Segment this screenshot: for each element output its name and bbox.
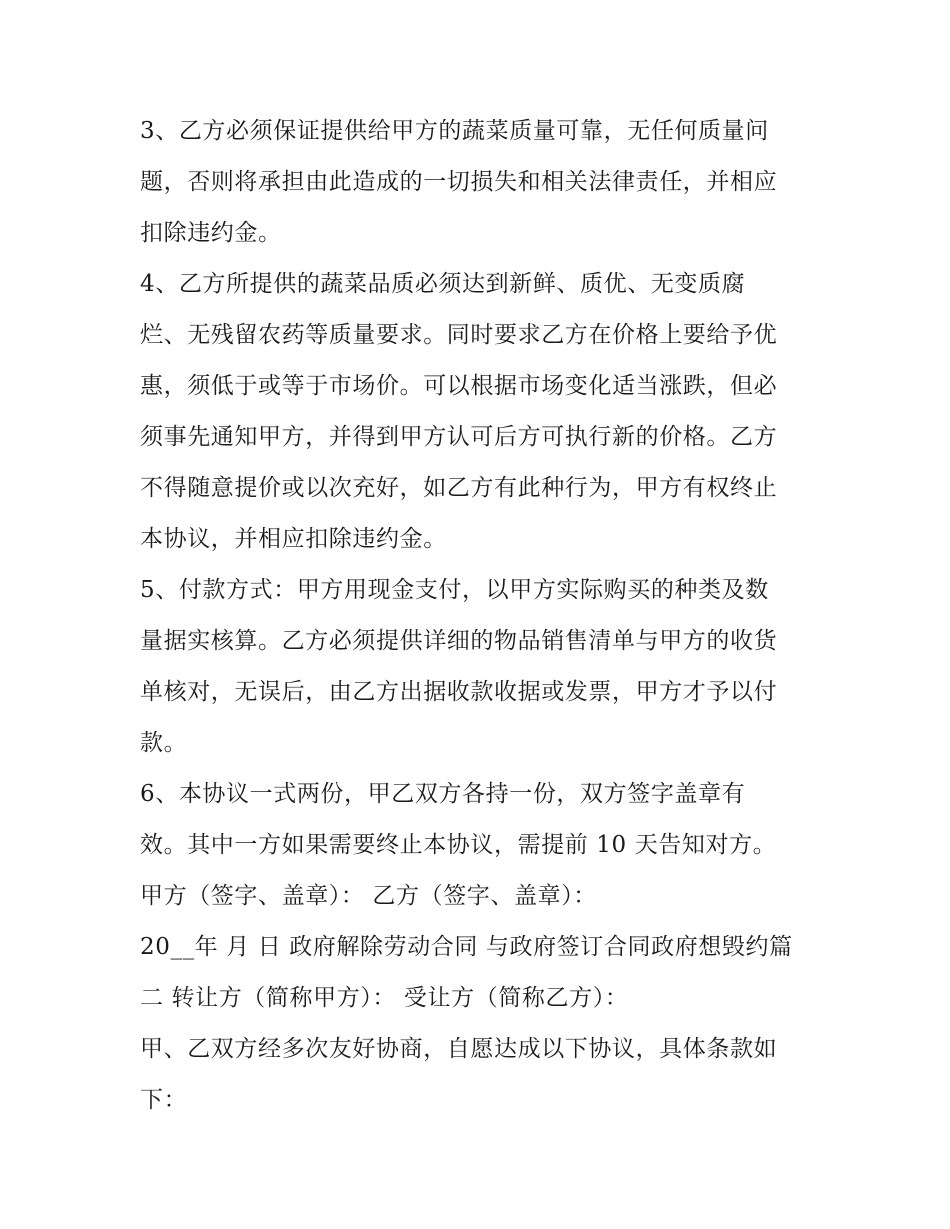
text-line: 效。其中一方如果需要终止本协议，需提前 10 天告知对方。	[140, 832, 777, 858]
text-line: 须事先通知甲方，并得到甲方认可后方可执行新的价格。乙方	[140, 424, 778, 450]
text-line: 烂、无残留农药等质量要求。同时要求乙方在价格上要给予优	[140, 322, 778, 348]
text-line: 扣除违约金。	[140, 220, 282, 246]
text-line: 3、乙方必须保证提供给甲方的蔬菜质量可靠，无任何质量问	[140, 118, 769, 144]
text-line: 甲方（签字、盖章）： 乙方（签字、盖章）：	[140, 883, 597, 909]
text-line: 单核对，无误后，由乙方出据收款收据或发票，甲方才予以付	[140, 679, 778, 705]
text-line: 20__年 月 日 政府解除劳动合同 与政府签订合同政府想毁约篇	[140, 934, 793, 960]
text-line: 下：	[140, 1087, 188, 1113]
text-line: 5、付款方式：甲方用现金支付，以甲方实际购买的种类及数	[140, 577, 769, 603]
document-body	[140, 106, 820, 1126]
text-line: 惠，须低于或等于市场价。可以根据市场变化适当涨跌，但必	[140, 373, 778, 399]
text-line: 不得随意提价或以次充好，如乙方有此种行为，甲方有权终止	[140, 475, 778, 501]
text-line: 4、乙方所提供的蔬菜品质必须达到新鲜、质优、无变质腐	[140, 271, 746, 297]
text-line: 二 转让方（简称甲方）： 受让方（简称乙方）：	[140, 985, 629, 1011]
text-line: 款。	[140, 730, 188, 756]
text-line: 甲、乙双方经多次友好协商，自愿达成以下协议，具体条款如	[140, 1036, 778, 1062]
text-line: 本协议，并相应扣除违约金。	[140, 526, 447, 552]
text-line: 6、本协议一式两份，甲乙双方各持一份，双方签字盖章有	[140, 781, 746, 807]
text-line: 题，否则将承担由此造成的一切损失和相关法律责任，并相应	[140, 169, 778, 195]
text-line: 量据实核算。乙方必须提供详细的物品销售清单与甲方的收货	[140, 628, 778, 654]
